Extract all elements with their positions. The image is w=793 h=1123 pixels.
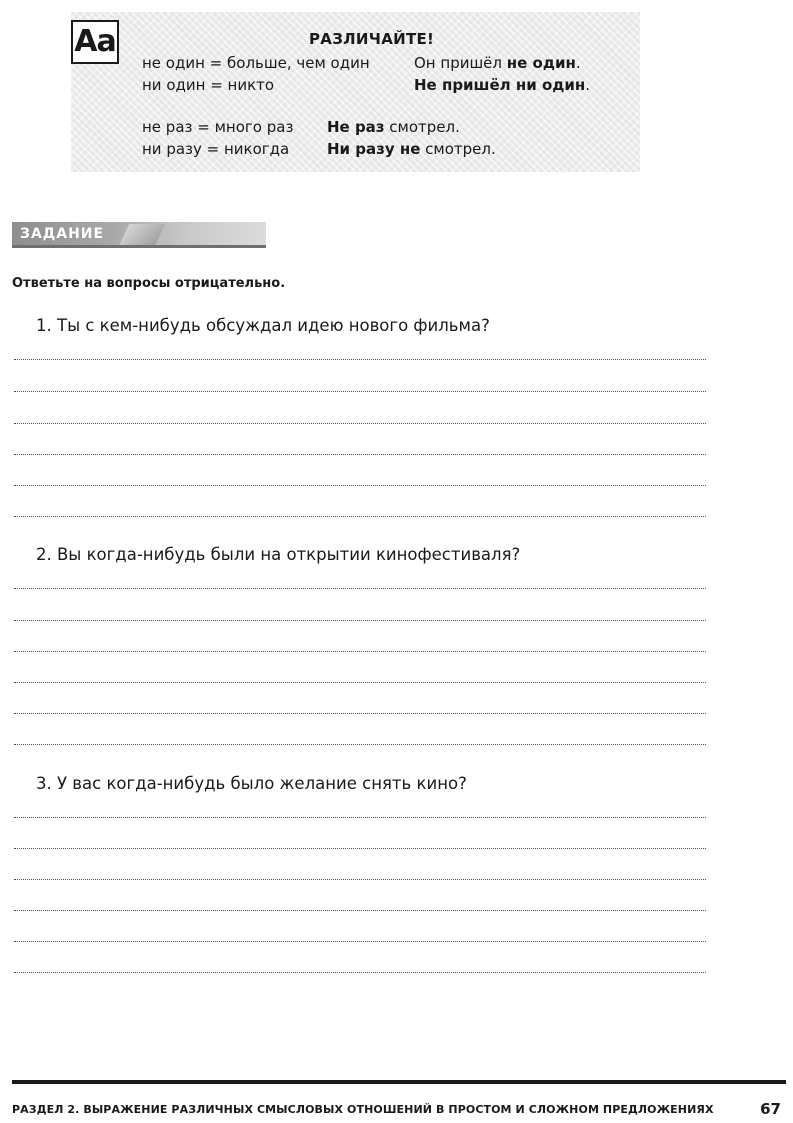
question-3: 3. У вас когда-нибудь было желание снять кино? (36, 774, 467, 793)
distinguish-info-box (71, 12, 640, 172)
answer-line[interactable] (14, 879, 706, 880)
answer-line[interactable] (14, 817, 706, 818)
task-banner (12, 222, 266, 248)
rule-text: ни разу = никогда (142, 140, 290, 158)
footer-divider (12, 1080, 786, 1084)
section-footer: РАЗДЕЛ 2. ВЫРАЖЕНИЕ РАЗЛИЧНЫХ СМЫСЛОВЫХ ОТНОШЕНИЙ В ПРОСТОМ И СЛОЖНОМ ПРЕДЛОЖЕНИЯХ (12, 1103, 714, 1116)
answer-line[interactable] (14, 910, 706, 911)
answer-line[interactable] (14, 485, 706, 486)
rule-text: ни один = никто (142, 76, 275, 94)
example-text: Он пришёл не один. (414, 54, 581, 72)
info-box-title: РАЗЛИЧАЙТЕ! (309, 30, 435, 48)
answer-line[interactable] (14, 620, 706, 621)
answer-line[interactable] (14, 941, 706, 942)
answer-line[interactable] (14, 713, 706, 714)
answer-line[interactable] (14, 651, 706, 652)
question-2: 2. Вы когда-нибудь были на открытии кинофестиваля? (36, 545, 521, 564)
page-number: 67 (760, 1100, 781, 1118)
answer-line[interactable] (14, 588, 706, 589)
answer-line[interactable] (14, 454, 706, 455)
answer-line[interactable] (14, 516, 706, 517)
example-text: Ни разу не смотрел. (327, 140, 496, 158)
answer-line[interactable] (14, 972, 706, 973)
answer-line[interactable] (14, 744, 706, 745)
question-1: 1. Ты с кем-нибудь обсуждал идею нового фильма? (36, 316, 490, 335)
aa-badge-icon: Aa (71, 20, 119, 64)
answer-line[interactable] (14, 423, 706, 424)
answer-line[interactable] (14, 391, 706, 392)
example-text: Не раз смотрел. (327, 118, 460, 136)
task-number-tab (119, 224, 165, 246)
rule-text: не один = больше, чем один (142, 54, 370, 72)
answer-line[interactable] (14, 682, 706, 683)
example-text: Не пришёл ни один. (414, 76, 591, 94)
task-instruction: Ответьте на вопросы отрицательно. (12, 276, 286, 291)
task-label: ЗАДАНИЕ (20, 226, 105, 242)
answer-line[interactable] (14, 848, 706, 849)
rule-text: не раз = много раз (142, 118, 294, 136)
answer-line[interactable] (14, 359, 706, 360)
